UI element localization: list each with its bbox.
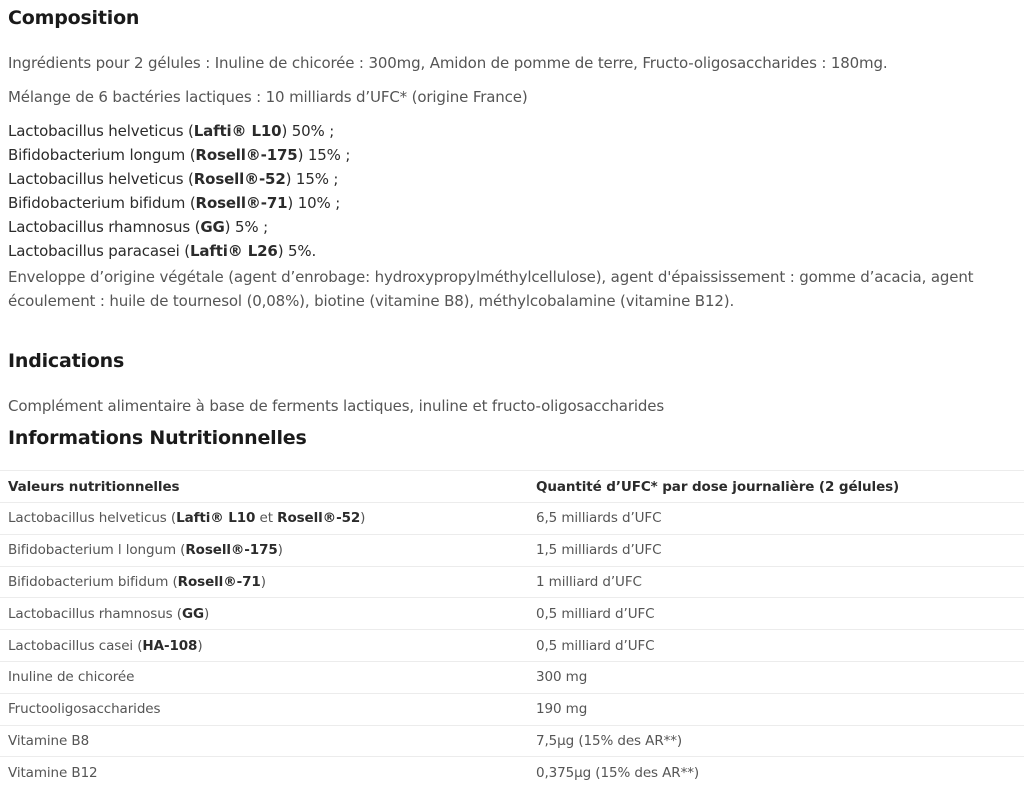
table-row [0,503,1024,535]
strain-item: Lactobacillus rhamnosus (GG) 5% ; [8,218,268,236]
bacteria-mix-text: Mélange de 6 bactéries lactiques : 10 milliards d’UFC* (origine France) [8,88,528,106]
nutrient-value: 1,5 milliards d’UFC [536,542,662,559]
nutrient-name: Lactobacillus casei (HA-108) [8,637,203,654]
table-row [0,661,1024,693]
column-header: Valeurs nutritionnelles [8,478,180,495]
strain-item: Lactobacillus paracasei (Lafti® L26) 5%. [8,242,317,260]
nutrient-value: 1 milliard d’UFC [536,573,642,590]
nutrient-value: 190 mg [536,701,588,718]
envelope-text: Enveloppe d’origine végétale (agent d’enrobage: hydroxypropylméthylcellulose), agent d'épaississement : gomme d’acacia, agent écoulement : huile de tournesol (0,08%), biotine (vitamine B8), méthylcobalamine (vitamine B12). [8,268,974,310]
table-row [0,598,1024,630]
table-row [0,757,1024,789]
strain-item: Bifidobacterium longum (Rosell®-175) 15% ; [8,146,351,164]
column-header: Quantité d’UFC* par dose journalière (2 gélules) [536,478,900,495]
strain-item: Lactobacillus helveticus (Lafti® L10) 50% ; [8,122,335,140]
nutrient-value: 6,5 milliards d’UFC [536,510,662,527]
nutrient-value: 0,375µg (15% des AR**) [536,765,700,782]
nutrition-heading: Informations Nutritionnelles [8,427,307,449]
table-row [0,534,1024,566]
nutrient-name: Bifidobacterium bifidum (Rosell®-71) [8,573,266,590]
table-row [0,725,1024,757]
nutrient-value: 7,5µg (15% des AR**) [536,732,683,749]
strain-item: Bifidobacterium bifidum (Rosell®-71) 10% ; [8,194,341,212]
nutrient-value: 0,5 milliard d’UFC [536,637,655,654]
nutrient-value: 0,5 milliard d’UFC [536,605,655,622]
indications-heading: Indications [8,350,125,372]
ingredients-text: Ingrédients pour 2 gélules : Inuline de chicorée : 300mg, Amidon de pomme de terre, Fructo-oligosaccharides : 180mg. [8,54,888,72]
indications-text: Complément alimentaire à base de ferments lactiques, inuline et fructo-oligosaccharides [8,397,665,415]
table-header-row [0,471,1024,503]
composition-heading: Composition [8,7,140,29]
nutrient-name: Fructooligosaccharides [8,701,161,718]
nutrition-table [0,470,1024,789]
strain-item: Lactobacillus helveticus (Rosell®-52) 15% ; [8,170,339,188]
table-row [0,566,1024,598]
nutrient-name: Lactobacillus helveticus (Lafti® L10 et Rosell®-52) [8,510,366,527]
nutrient-name: Inuline de chicorée [8,669,135,686]
nutrient-name: Vitamine B8 [8,732,90,749]
nutrient-name: Vitamine B12 [8,765,98,782]
table-row [0,693,1024,725]
nutrient-value: 300 mg [536,669,588,686]
table-row [0,630,1024,662]
nutrient-name: Lactobacillus rhamnosus (GG) [8,605,210,622]
nutrient-name: Bifidobacterium l longum (Rosell®-175) [8,542,283,559]
